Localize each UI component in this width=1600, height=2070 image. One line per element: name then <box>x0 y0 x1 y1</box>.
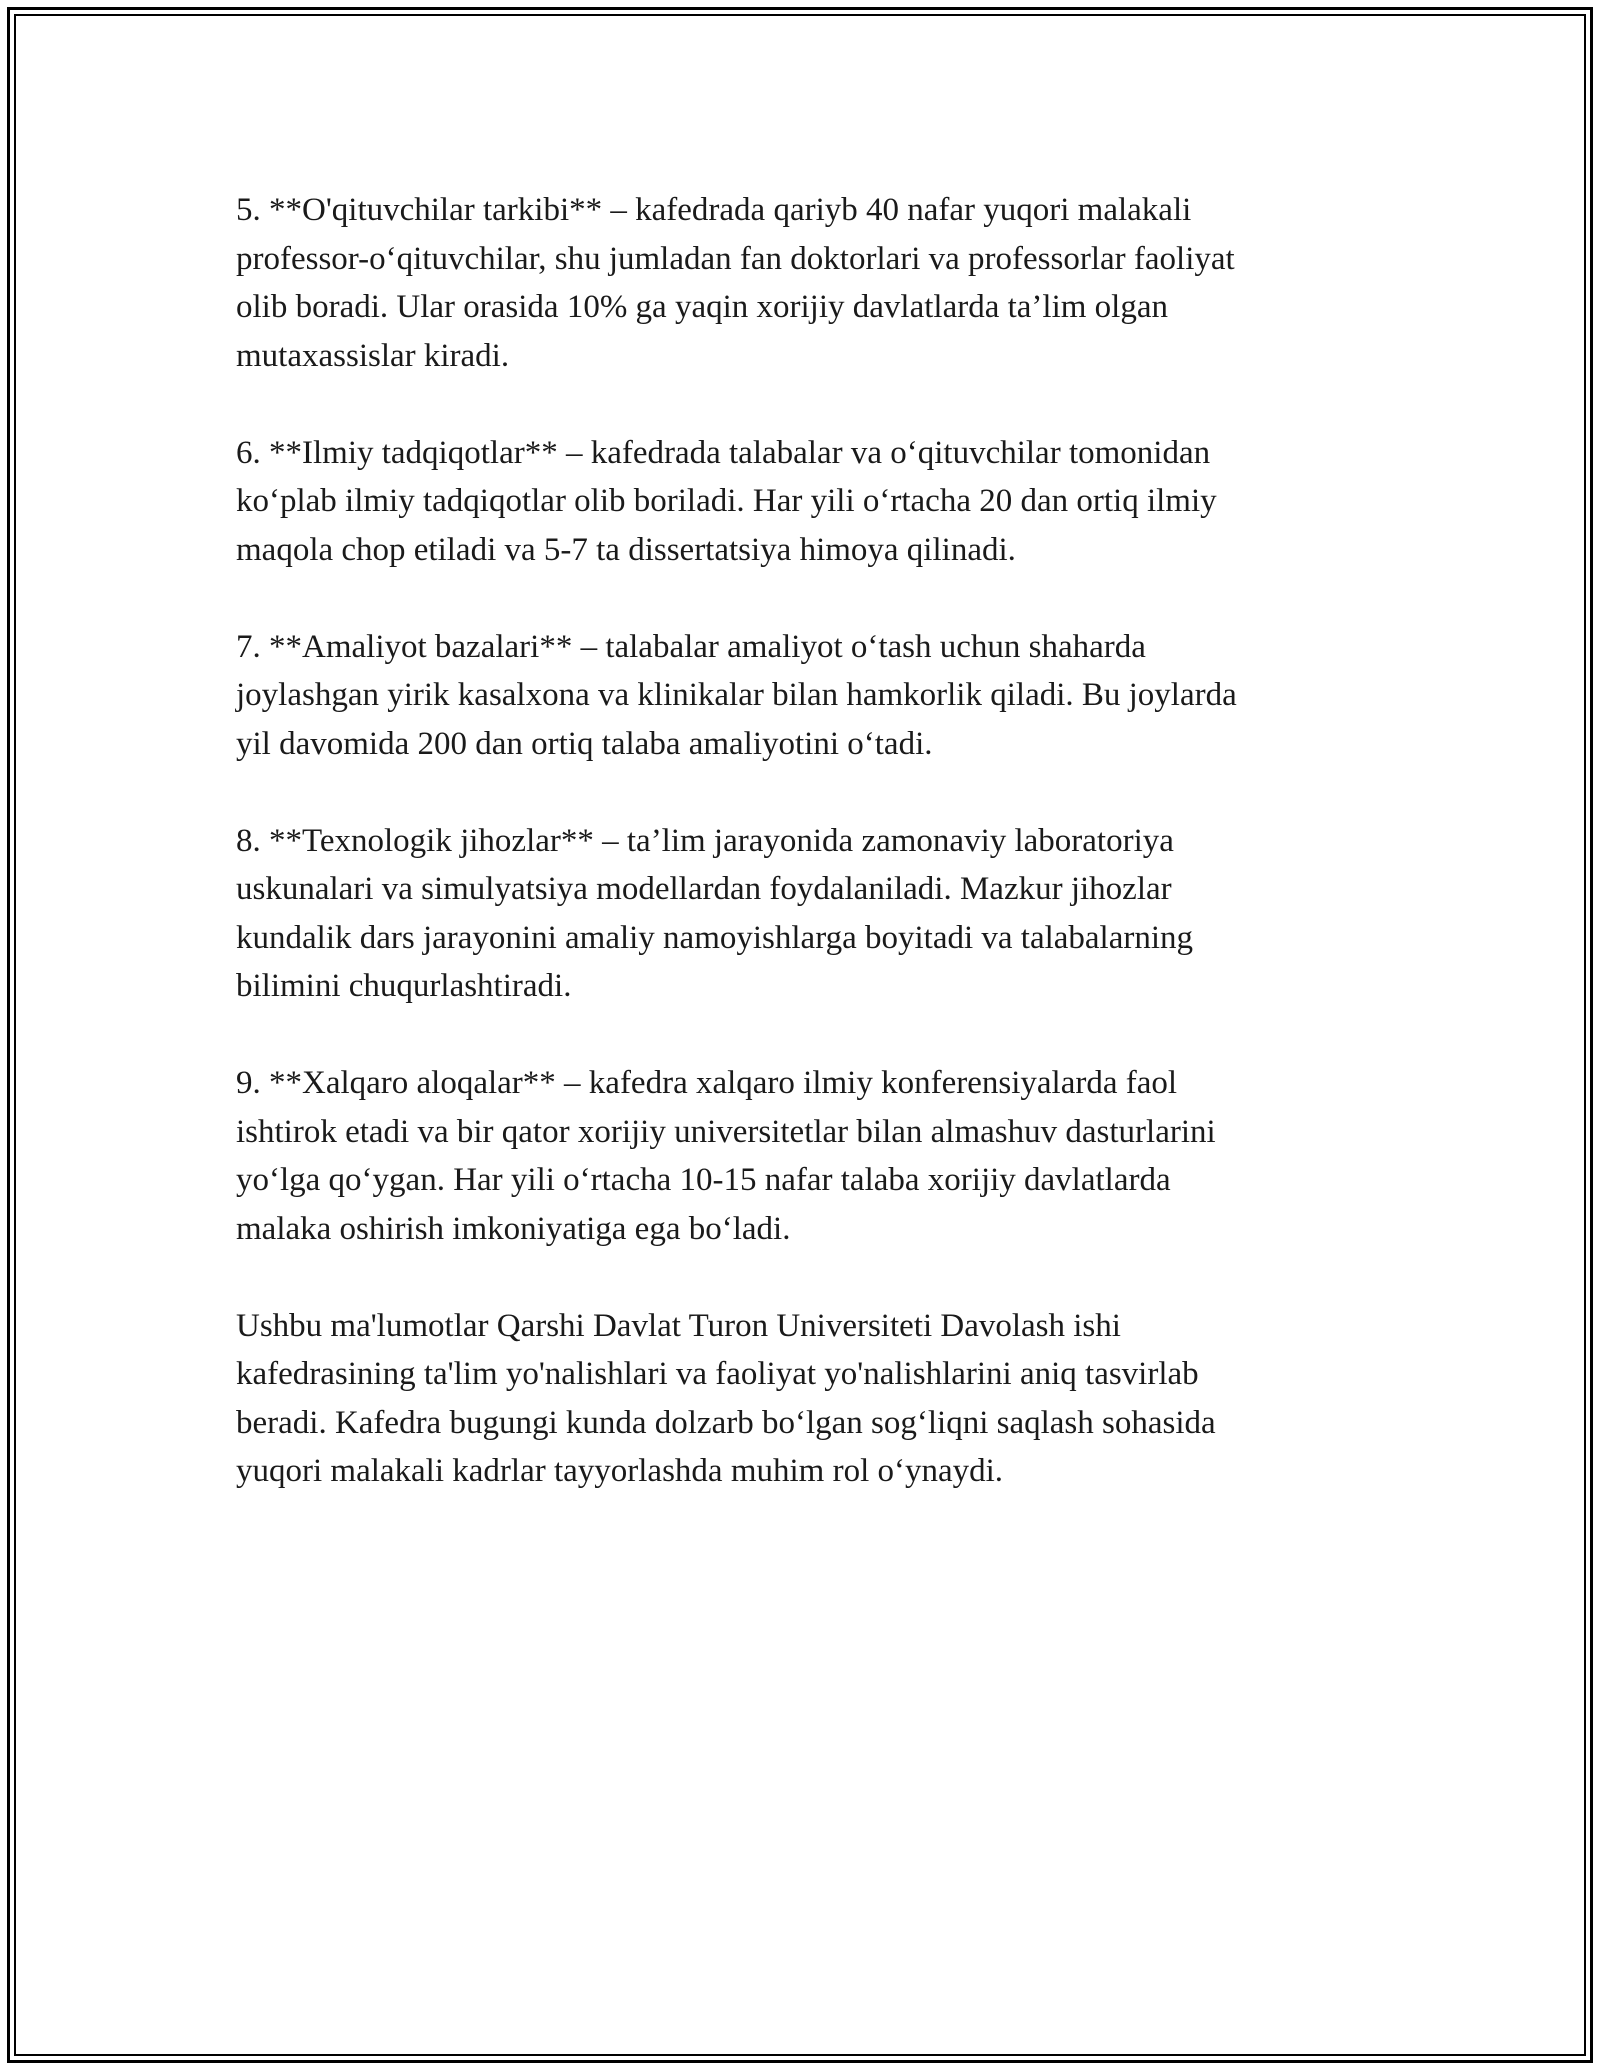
paragraph-research: 6. **Ilmiy tadqiqotlar** – kafedrada talabalar va o‘qituvchilar tomonidan ko‘plab ilmiy tadqiqotlar olib boriladi. Har yili o‘rtacha 20 dan ortiq ilmiy maqola chop etiladi va 5-7 ta dissertatsiya himoya qilinadi. <box>236 434 1217 568</box>
paragraph-international: 9. **Xalqaro aloqalar** – kafedra xalqaro ilmiy konferensiyalarda faol ishtirok etadi va bir qator xorijiy universitetlar bilan almashuv dasturlarini yo‘lga qo‘ygan. Har yili o‘rtacha 10-15 nafar talaba xorijiy davlatlarda malaka oshirish imkoniyatiga ega bo‘ladi. <box>236 1065 1216 1247</box>
paragraph-equipment: 8. **Texnologik jihozlar** – ta’lim jarayonida zamonaviy laboratoriya uskunalari va simulyatsiya modellardan foydalaniladi. Mazkur jihozlar kundalik dars jarayonini amaliy namoyishlarga boyitadi va talabalarning bilimini chuqurlashtiradi. <box>236 822 1194 1004</box>
paragraph-teachers: 5. **O'qituvchilar tarkibi** – kafedrada qariyb 40 nafar yuqori malakali professor-o‘qituvchilar, shu jumladan fan doktorlari va professorlar faoliyat olib boradi. Ular orasida 10% ga yaqin xorijiy davlatlarda ta’lim olgan mutaxassislar kiradi. <box>236 192 1235 374</box>
paragraph-summary: Ushbu ma'lumotlar Qarshi Davlat Turon Universiteti Davolash ishi kafedrasining ta'lim yo'nalishlari va faoliyat yo'nalishlarini aniq tasvirlab beradi. Kafedra bugungi kunda dolzarb bo‘lgan sog‘liqni saqlash sohasida yuqori malakali kadrlar tayyorlashda muhim rol o‘ynaydi. <box>236 1307 1216 1489</box>
document-body <box>236 186 1366 1544</box>
paragraph-practice-bases: 7. **Amaliyot bazalari** – talabalar amaliyot o‘tash uchun shaharda joylashgan yirik kasalxona va klinikalar bilan hamkorlik qiladi. Bu joylarda yil davomida 200 dan ortiq talaba amaliyotini o‘tadi. <box>236 628 1237 762</box>
